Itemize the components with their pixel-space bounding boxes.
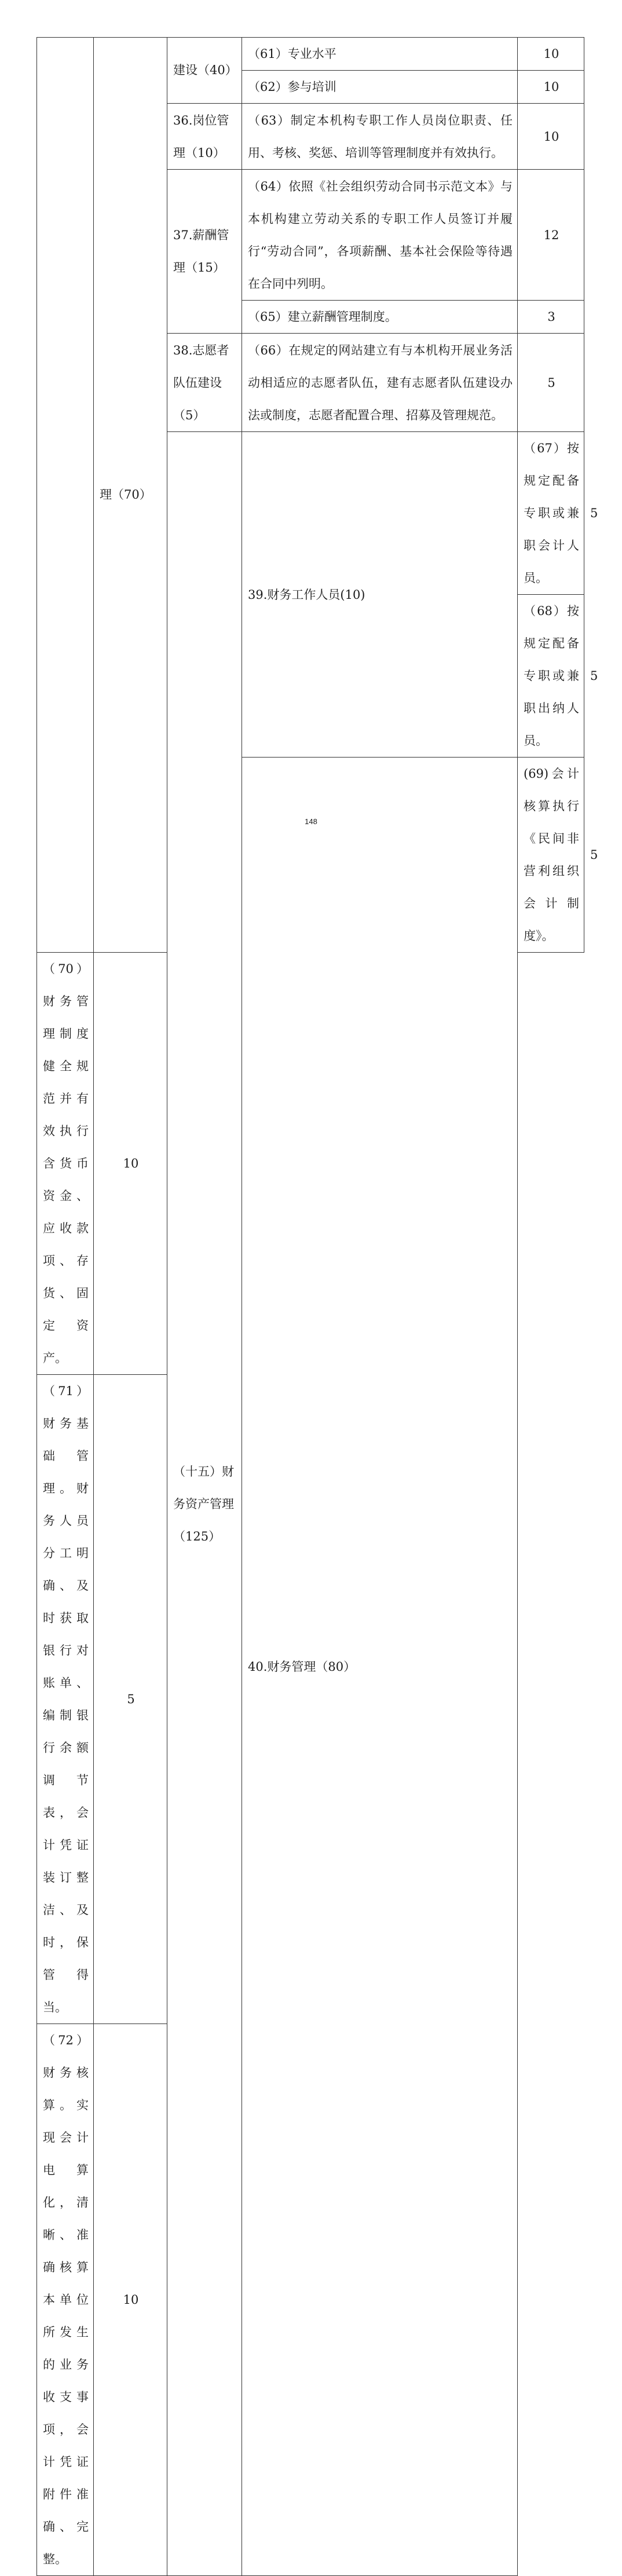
item-cell bbox=[37, 1375, 94, 2024]
subcategory-label: 建设（40） bbox=[173, 63, 237, 77]
item-cell bbox=[242, 71, 518, 104]
score-cell: 10 bbox=[518, 71, 584, 104]
subcategory-label: 36.岗位管理（10） bbox=[173, 113, 229, 160]
category-cell bbox=[167, 432, 242, 2576]
subcategory-cell bbox=[167, 170, 242, 334]
subcategory-label: 40.财务管理（80） bbox=[248, 1659, 356, 1674]
item-cell bbox=[518, 758, 584, 953]
item-cell bbox=[518, 432, 584, 595]
table-row bbox=[37, 38, 584, 71]
subcategory-label: 39.财务工作人员(10) bbox=[248, 587, 365, 602]
item-text: （67）按规定配备专职或兼职会计人员。 bbox=[524, 441, 579, 585]
score-cell: 3 bbox=[518, 301, 584, 334]
item-cell bbox=[242, 104, 518, 170]
item-text: （62）参与培训 bbox=[248, 80, 336, 94]
score-cell: 5 bbox=[94, 1375, 167, 2024]
item-text: （61）专业水平 bbox=[248, 47, 336, 61]
item-cell bbox=[518, 595, 584, 758]
item-cell bbox=[242, 170, 518, 301]
score-cell: 10 bbox=[94, 953, 167, 1375]
table-row: （68）按规定配备专职或兼职出纳人员。 5 bbox=[37, 595, 584, 758]
item-text: （70）财务管理制度健全规范并有效执行含货币资金、应收款项、存货、固定资产。 bbox=[43, 962, 89, 1365]
subcategory-cell bbox=[167, 104, 242, 170]
category-label: （十五）财务资产管理（125） bbox=[173, 1464, 234, 1543]
score-cell: 10 bbox=[518, 104, 584, 170]
category-label: 理（70） bbox=[100, 488, 152, 502]
item-cell bbox=[242, 301, 518, 334]
score-cell: 10 bbox=[94, 2024, 167, 2576]
score-cell: 5 bbox=[518, 334, 584, 432]
subcategory-cell bbox=[242, 758, 518, 2576]
item-text: （66）在规定的网站建立有与本机构开展业务活动相适应的志愿者队伍，建有志愿者队伍建设办法或制度，志愿者配置合理、招募及管理规范。 bbox=[248, 343, 513, 422]
blank-first-column bbox=[37, 38, 94, 953]
item-text: （72）财务核算。实现会计电算化，清晰、准确核算本单位所发生的业务收支事项，会计凭证附件准确、完整。 bbox=[43, 2033, 89, 2566]
item-text: （65）建立薪酬管理制度。 bbox=[248, 310, 397, 324]
item-cell bbox=[242, 334, 518, 432]
item-text: （68）按规定配备专职或兼职出纳人员。 bbox=[524, 604, 579, 748]
subcategory-label: 37.薪酬管理（15） bbox=[173, 228, 229, 275]
subcategory-cell bbox=[242, 432, 518, 758]
category-cell bbox=[94, 38, 167, 953]
table-row: （十五）财务资产管理（125） 39.财务工作人员(10) （67）按规定配备专职或兼职会计人员。 5 bbox=[37, 432, 584, 595]
score-cell: 12 bbox=[518, 170, 584, 301]
item-text: （71）财务基础管理。财务人员分工明确、及时获取银行对账单、编制银行余额调节表，会计凭证装订整洁、及时，保管得当。 bbox=[43, 1384, 89, 2014]
page-number: 148 bbox=[305, 817, 317, 826]
subcategory-label: 38.志愿者队伍建设（5） bbox=[173, 343, 229, 422]
item-cell bbox=[37, 953, 94, 1375]
evaluation-table bbox=[36, 37, 598, 2576]
subcategory-cell bbox=[167, 334, 242, 432]
item-cell bbox=[37, 2024, 94, 2576]
score-cell: 10 bbox=[518, 38, 584, 71]
item-text: （64）依照《社会组织劳动合同书示范文本》与本机构建立劳动关系的专职工作人员签订并履行“劳动合同”，各项薪酬、基本社会保险等待遇在合同中列明。 bbox=[248, 179, 513, 291]
subcategory-cell bbox=[167, 38, 242, 104]
item-text: （63）制定本机构专职工作人员岗位职责、任用、考核、奖惩、培训等管理制度并有效执行。 bbox=[248, 113, 513, 160]
item-text: (69)会计核算执行《民间非营利组织会计制度》。 bbox=[524, 767, 579, 943]
table-row: 40.财务管理（80） (69)会计核算执行《民间非营利组织会计制度》。 5 bbox=[37, 758, 584, 953]
item-cell bbox=[242, 38, 518, 71]
